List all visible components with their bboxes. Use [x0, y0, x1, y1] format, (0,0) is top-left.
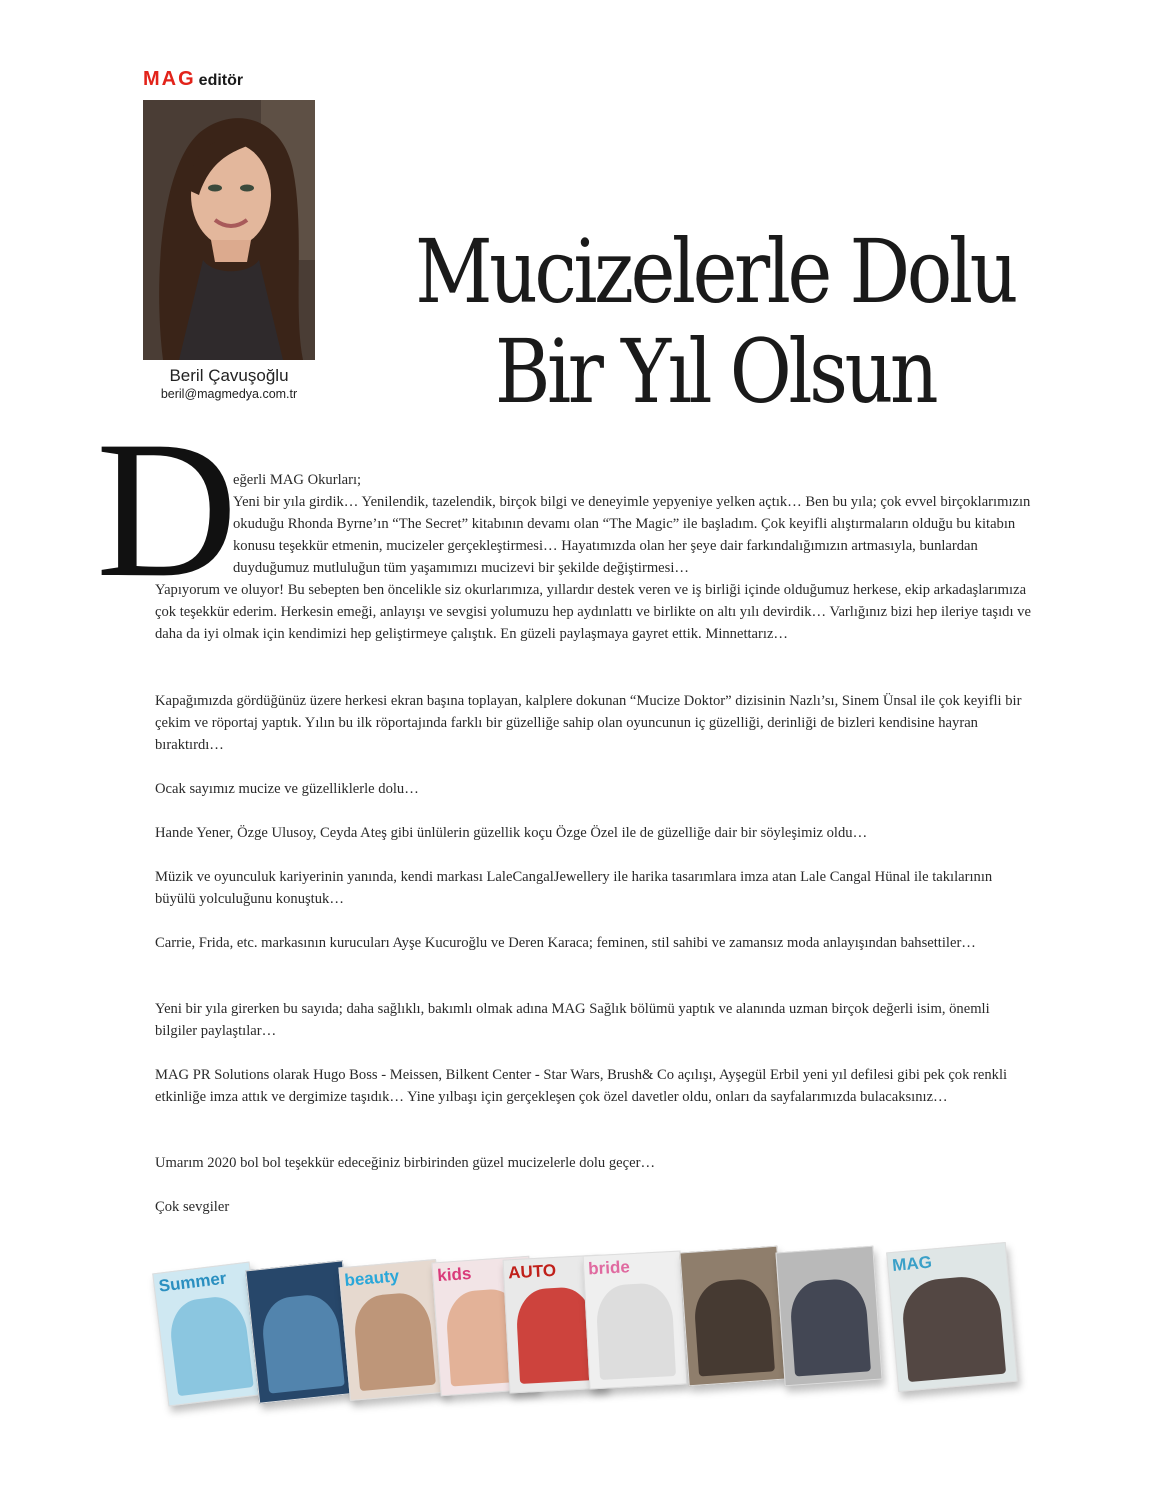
body-paragraph: Hande Yener, Özge Ulusoy, Ceyda Ateş gibi ünlülerin güzellik koçu Özge Özel ile de güzelliğe dair bir söyleşimiz oldu…	[155, 825, 868, 841]
body-paragraph: Ocak sayımız mucize ve güzelliklerle dolu…	[155, 781, 419, 797]
drop-cap: D	[96, 401, 238, 618]
cover-logo: MAG	[891, 1252, 933, 1275]
cover-logo: kids	[436, 1263, 472, 1286]
intro-paragraph-continued: Yapıyorum ve oluyor! Bu sebepten ben öncelikle siz okurlarımıza, yıllardır destek veren ve iş birliği içinde olduğumuz herkese, ekip arkadaşlarımıza çok teşekkür ederim. Herkesin emeği, anlayışı ve sevgisi yolumuzu hep aydınlattı ve birlikte on altı yılı devirdik… Varlığınız bizi hep ileriye taşıdı ve daha da iyi olmak için kendimizi hep geliştirmeye çalıştık. En güzeli paylaşmaya gayret ettik. Minnettarız…	[155, 582, 1031, 642]
article-title	[410, 222, 1021, 422]
editor-portrait-image	[143, 100, 315, 360]
body-paragraph: Müzik ve oyunculuk kariyerinin yanında, kendi markası LaleCangalJewellery ile harika tasarımlara imza atan Lale Cangal Hünal ile takılarının büyülü yolculuğunu konuştuk…	[155, 869, 993, 907]
title-line-2: Bir Yıl Olsun	[494, 320, 936, 423]
cover-logo: beauty	[343, 1266, 400, 1291]
cover-art	[900, 1274, 1006, 1382]
body-paragraph: Carrie, Frida, etc. markasının kurucuları Ayşe Kucuroğlu ve Deren Karaca; feminen, stil sahibi ve zamansız moda anlayışından bahsettiler…	[155, 935, 976, 951]
intro-paragraph: eğerli MAG Okurları; Yeni bir yıla girdik… Yenilendik, tazelendik, birçok bilgi ve deneyimle yepyeniye yelken açtık… Ben bu yıla; çok evvel birçoklarımızın okuduğu Rhonda Byrne’ın “The Secret” kitabının devamı olan “The Magic” ile başladım. Çok keyifli alıştırmaların olduğu bu kitabın konusu teşekkür etmenin, mucizeler gerçekleştirmesi… Hayatımızda olan her şeye dair farkındalığımızın artmasıyla, bunlardan duyduğumuz mutluluğun tüm yaşamımızı mucizevi bir şekilde değiştirmesi…	[233, 472, 1031, 576]
portrait-photo-icon	[143, 100, 315, 360]
body-paragraph: MAG PR Solutions olarak Hugo Boss - Meissen, Bilkent Center - Star Wars, Brush& Co açılışı, Ayşegül Erbil yeni yıl defilesi gibi pek çok renkli etkinliğe imza attık ve dergimize taşıdık… Yine yılbaşı için gerçekleşen çok özel davetler oldu, onları da sayfalarımızda bulacaksınız…	[155, 1067, 1008, 1105]
magazine-cover	[679, 1246, 786, 1387]
editor-name: Beril Çavuşoğlu	[169, 366, 289, 385]
cover-art	[789, 1277, 871, 1376]
cover-art	[515, 1286, 596, 1384]
section-label: editör	[198, 72, 244, 89]
cover-art	[595, 1282, 676, 1380]
sign-off: Çok sevgiler	[155, 1199, 230, 1215]
cover-art	[167, 1294, 254, 1397]
magazine-covers-strip	[157, 1245, 1040, 1405]
body-paragraph: Umarım 2020 bol bol teşekkür edeceğiniz birbirinden güzel mucizelerle dolu geçer…	[155, 1155, 656, 1171]
body-paragraph: Kapağımızda gördüğünüz üzere herkesi ekran başına toplayan, kalplere dokunan “Mucize Doktor” dizisinin Nazlı’sı, Sinem Ünsal ile çok keyifli bir çekim ve röportaj yaptık. Yılın bu ilk röportajında farklı bir güzelliğe sahip olan oyuncunun iç güzelliği, derinliği de bizleri kendisine hayran bıraktırdı…	[155, 693, 1022, 753]
magazine-cover	[886, 1242, 1018, 1392]
title-line-1: Mucizelerle Dolu	[415, 220, 1015, 323]
magazine-cover	[338, 1259, 447, 1401]
section-header	[143, 68, 243, 91]
body-paragraph: Yeni bir yıla girerken bu sayıda; daha sağlıklı, bakımlı olmak adına MAG Sağlık bölümü yaptık ve alanında uzman birçok değerli isim, önemli bilgiler paylaştılar…	[155, 1001, 990, 1039]
cover-logo: bride	[587, 1257, 631, 1279]
cover-logo: AUTO	[507, 1260, 557, 1283]
mag-logo: MAG	[143, 68, 196, 90]
magazine-cover	[775, 1246, 882, 1387]
cover-art	[352, 1291, 436, 1391]
cover-art	[693, 1277, 775, 1376]
cover-art	[259, 1292, 344, 1393]
cover-logo: Summer	[157, 1268, 228, 1296]
magazine-cover	[583, 1251, 688, 1390]
editor-email[interactable]: beril@magmedya.com.tr	[160, 387, 298, 401]
